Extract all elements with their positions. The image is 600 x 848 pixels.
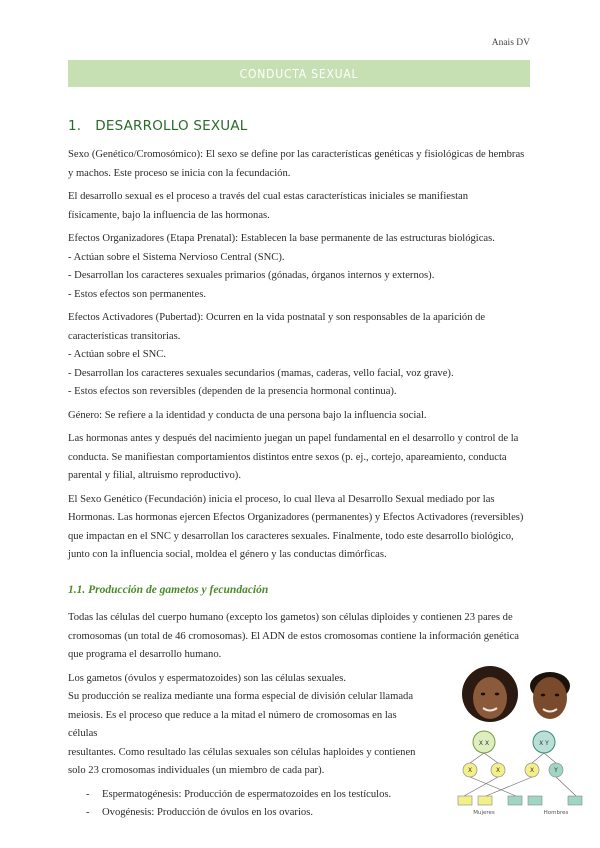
male-cell-icon [533, 731, 555, 753]
text-line: - Estos efectos son reversibles (dependen de la presencia hormonal continua). [68, 386, 397, 397]
text-line: Efectos Activadores (Pubertad): Ocurren en la vida postnatal y son responsables de la aparición de [68, 312, 486, 323]
subsection-heading: 1.1. Producción de gametos y fecundación [68, 583, 269, 596]
paragraph-celulas [68, 609, 534, 665]
text-line: Todas las células del cuerpo humano (excepto los gametos) son células diploides y contienen 23 pares de [68, 612, 513, 623]
text-line: - Desarrollan los caracteres sexuales secundarios (mamas, caderas, vello facial, voz grave). [68, 367, 454, 379]
male-face-image [530, 672, 570, 719]
text-line: Su producción se realiza mediante una forma especial de división celular llamada [68, 691, 414, 702]
paragraph-activadores [68, 309, 534, 402]
text-line: características transitorias. [68, 330, 181, 342]
document-title-bar [68, 60, 530, 87]
text-line: y machos. Este proceso se inicia con la fecundación. [68, 167, 291, 179]
text-line: solo 23 cromosomas individuales (un miembro de cada par). [68, 765, 325, 776]
text-line: físicamente, bajo la influencia de las hormonas. [68, 209, 270, 221]
document-title: CONDUCTA SEXUAL [239, 66, 359, 81]
text-line: parental y filial, altruismo reproductivo). [68, 470, 241, 481]
female-label: Mujeres [473, 810, 495, 816]
paragraph-organizadores [68, 230, 534, 304]
chromosome-label: X [529, 767, 535, 774]
text-line: resultantes. Como resultado las células sexuales son células haploides y contienen [68, 746, 416, 758]
text-line: - Actúan sobre el Sistema Nervioso Central (SNC). [68, 251, 285, 263]
female-face-image [462, 666, 518, 722]
paragraph-resumen [68, 491, 534, 565]
paragraph-desarrollo [68, 188, 534, 225]
male-label: Hombres [543, 810, 569, 816]
text-line: que impactan en el SNC y desarrollan los caracteres sexuales. Finalmente, todo este desarrollo biológico, [68, 530, 514, 542]
author-name: Anais DV [491, 38, 530, 48]
list-item-text: Ovogénesis: Producción de óvulos en los ovarios. [102, 807, 313, 818]
paragraph-hormonas [68, 430, 534, 486]
text-line: Sexo (Genético/Cromosómico): El sexo se define por las características genéticas y fisiológicas de hembras [68, 149, 525, 160]
paragraph-genero [68, 407, 534, 426]
meiosis-illustration [456, 664, 596, 816]
chromosome-label: X [467, 767, 473, 774]
text-line: conducta. Se manifiestan comportamientos distintos entre sexos (p. ej., cortejo, apareamiento, conducta [68, 451, 507, 463]
chromosome-label: X [495, 767, 501, 774]
paragraph-sexo-genetico [68, 146, 534, 183]
text-line: que programa el desarrollo humano. [68, 649, 222, 660]
text-line: El desarrollo sexual es el proceso a través del cual estas características iniciales se manifiestan [68, 191, 469, 202]
paragraph-gametos [68, 670, 428, 781]
chromosome-label: Y [554, 767, 558, 774]
text-line: - Actúan sobre el SNC. [68, 349, 166, 360]
text-line: junto con la influencia social, moldea el género y las conductas dimórficas. [68, 549, 387, 560]
meiosis-diagram [456, 664, 596, 816]
text-line: Las hormonas antes y después del nacimiento juegan un papel fundamental en el desarrollo y control de la [68, 433, 519, 444]
list-bullet: - [86, 788, 90, 800]
text-line: - Estos efectos son permanentes. [68, 288, 206, 300]
text-line: cromosomas (un total de 46 cromosomas). El ADN de estos cromosomas contiene la información genética [68, 630, 519, 642]
list-bullet: - [86, 807, 90, 818]
section-number: 1. [68, 118, 82, 134]
section-heading [68, 118, 248, 134]
svg-text:X Y: X Y [539, 740, 549, 747]
text-line: meiosis. Es el proceso que reduce a la mitad el número de cromosomas en las células [68, 709, 397, 739]
text-line: El Sexo Genético (Fecundación) inicia el proceso, lo cual lleva al Desarrollo Sexual mediado por las [68, 493, 495, 505]
section-title: DESARROLLO SEXUAL [95, 118, 248, 134]
list-item-text: Espermatogénesis: Producción de espermatozoides en los testículos. [102, 788, 392, 800]
text-line: Efectos Organizadores (Etapa Prenatal): Establecen la base permanente de las estructuras biológicas. [68, 233, 495, 244]
svg-text:X X: X X [478, 740, 490, 747]
offspring-row [458, 796, 582, 805]
text-line: Género: Se refiere a la identidad y conducta de una persona bajo la influencia social. [68, 409, 427, 421]
text-line: Los gametos (óvulos y espermatozoides) son las células sexuales. [68, 672, 347, 684]
text-line: - Desarrollan los caracteres sexuales primarios (gónadas, órganos internos y externos). [68, 270, 435, 281]
text-line: Hormonas. Las hormonas ejercen Efectos Organizadores (permanentes) y Efectos Activadores (reversibles) [68, 512, 524, 523]
female-cell-icon [473, 731, 495, 753]
